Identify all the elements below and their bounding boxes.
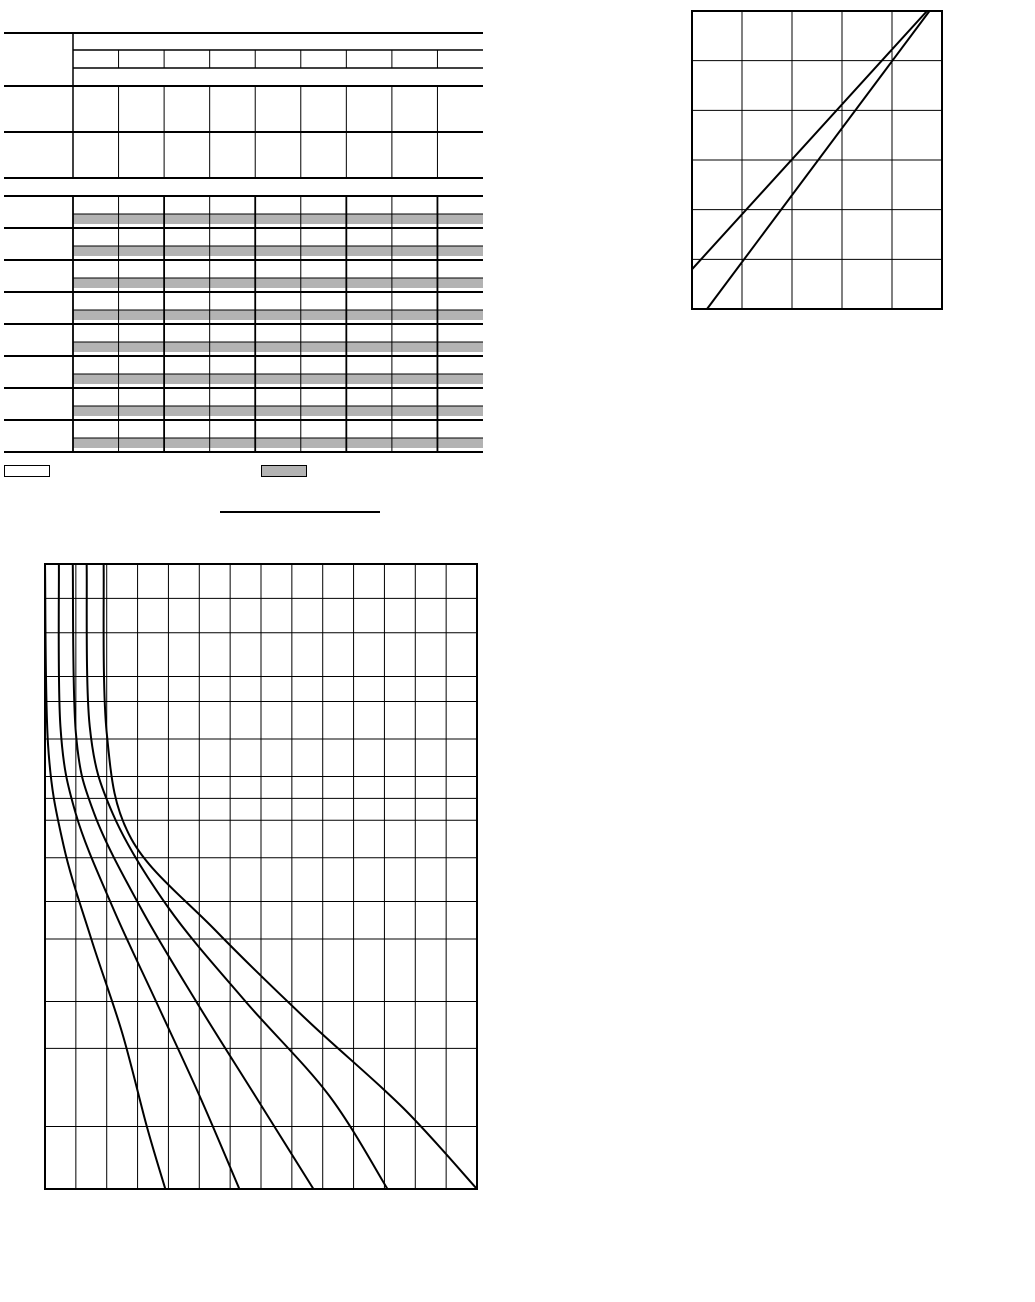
chart-small	[691, 10, 943, 310]
legend	[4, 465, 324, 479]
chart-grid	[692, 11, 942, 309]
table-shaded-row	[73, 342, 483, 352]
table-shaded-row	[73, 310, 483, 320]
series-line-5	[104, 564, 477, 1189]
section-heading	[220, 497, 380, 513]
table-shaded-row	[73, 374, 483, 384]
legend-swatch-gray	[261, 465, 307, 477]
table-shaded-row	[73, 214, 483, 224]
chart-grid	[45, 564, 477, 1189]
series-line-4	[87, 564, 388, 1189]
spec-table	[0, 0, 490, 485]
series-line-2	[59, 564, 240, 1189]
table-shaded-row	[73, 438, 483, 448]
chart-large	[44, 563, 478, 1190]
table-shaded-row	[73, 406, 483, 416]
table-shaded-row	[73, 246, 483, 256]
legend-swatch-white	[4, 465, 50, 477]
series-line-3	[73, 564, 314, 1189]
table-shaded-row	[73, 278, 483, 288]
